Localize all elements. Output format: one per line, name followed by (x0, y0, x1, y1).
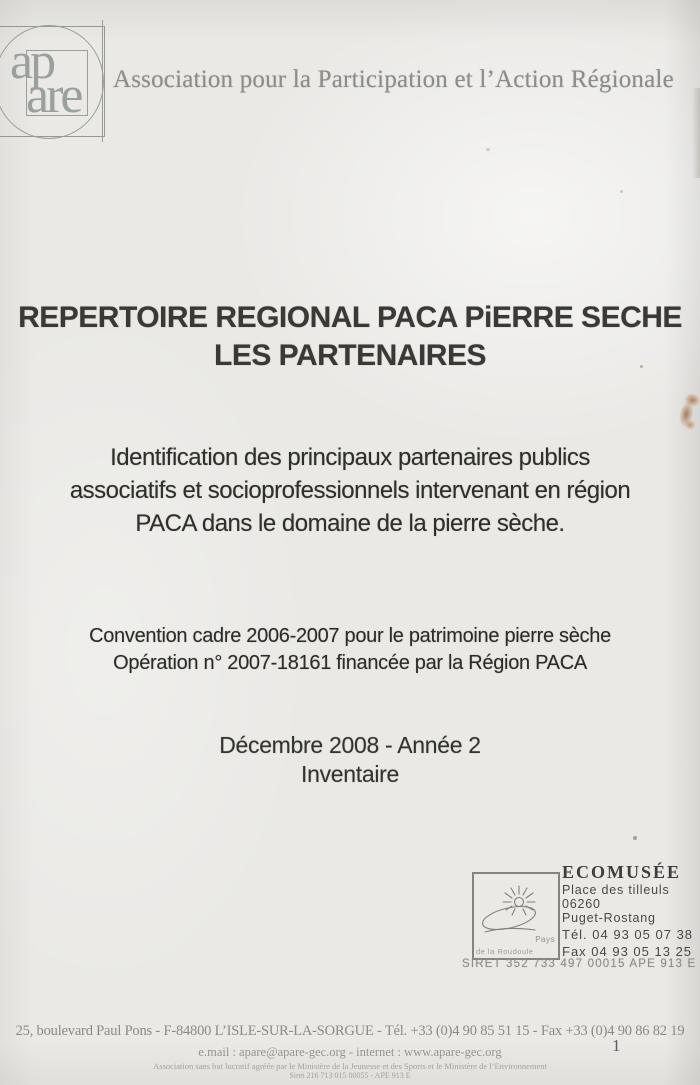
convention-line1: Convention cadre 2006-2007 pour le patrimoine pierre sèche (89, 625, 611, 647)
subtitle-line1: Identification des principaux partenaires publics (110, 444, 590, 471)
convention-note (0, 623, 700, 677)
ecomusee-fax: Fax 04 93 05 13 25 (562, 944, 693, 959)
ecomusee-sun-icon (475, 876, 555, 942)
ecomusee-stamp (462, 860, 697, 985)
ecomusee-stamp-text (562, 862, 692, 959)
date-block (0, 731, 700, 789)
footer-siret-line: Siret 216 713 015 00055 - APE 913 E (289, 1071, 411, 1080)
ecomusee-address-line1: Place des tilleuls (562, 883, 670, 897)
stamp-caption-roudoule: de la Roudoule (476, 947, 534, 956)
document-title (0, 299, 700, 375)
subtitle-line2: associatifs et socioprofessionnels intervenant en région (69, 477, 631, 504)
ecomusee-address-line2: 06260 (562, 897, 601, 911)
ecomusee-name: ECOMUSÉE (562, 862, 682, 882)
convention-line2: Opération n° 2007-18161 financée par la Région PACA (113, 652, 587, 674)
apare-logo-text-top: ap (10, 33, 54, 90)
ecomusee-tel: Tél. 04 93 05 07 38 (562, 927, 694, 942)
apare-logo (0, 22, 108, 144)
date-line: Décembre 2008 - Année 2 (219, 732, 481, 758)
stamp-caption-pays: Pays (535, 935, 555, 944)
footer-contacts: e.mail : apare@apare-gec.org - internet : www.apare-gec.org (198, 1045, 502, 1059)
footer-legal-note: Association sans but lucratif agréée par le Ministère de la Jeunesse et des Sports et le Ministère de l’Environnement (153, 1061, 547, 1071)
document-title-line1: REPERTOIRE REGIONAL PACA PiERRE SECHE (18, 301, 682, 334)
document-subtitle (0, 441, 700, 540)
paper-speck (620, 190, 623, 193)
scan-edge-shadow (692, 88, 700, 178)
footer-address: 25, boulevard Paul Pons - F-84800 L’ISLE-SUR-LA-SORGUE - Tél. +33 (0)4 90 85 51 15 - Fax +33 (0)4 90 86 82 19 (15, 1023, 685, 1039)
rust-stain (675, 390, 700, 431)
ecomusee-stamp-box (472, 872, 560, 960)
paper-speck (486, 148, 490, 151)
paper-speck (633, 836, 637, 840)
organization-name: Association pour la Participation et l’Action Régionale (113, 66, 674, 93)
document-type-line: Inventaire (300, 761, 399, 787)
ecomusee-address-line3: Puget-Rostang (562, 911, 656, 925)
ecomusee-siret-line: SIRET 352 733 497 00015 APE 913 E (462, 958, 697, 970)
apare-logo-text-bottom: are (26, 67, 81, 124)
page-number: 1 (612, 1036, 621, 1055)
subtitle-line3: PACA dans le domaine de la pierre sèche. (135, 510, 565, 537)
document-title-line2: LES PARTENAIRES (214, 339, 486, 372)
paper-speck (640, 365, 643, 368)
